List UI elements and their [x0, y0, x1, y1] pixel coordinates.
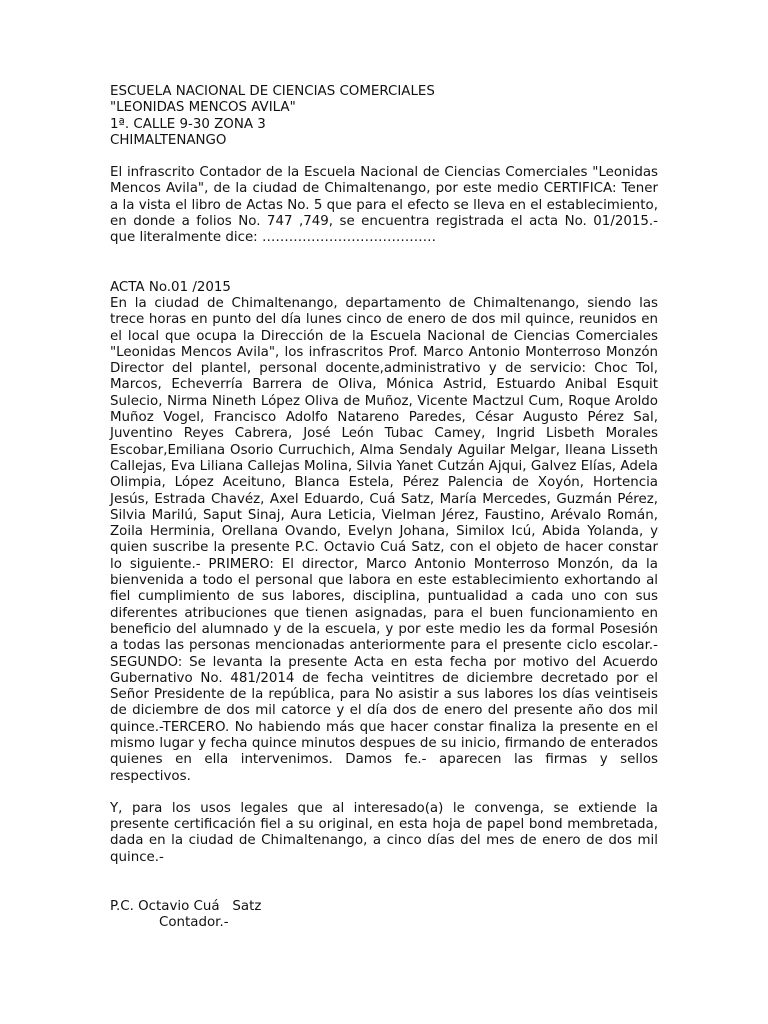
- closing-paragraph: Y, para los usos legales que al interesado(a) le convenga, se extiende la presente certificación fiel a su original, en esta hoja de papel bond membretada, dada en la ciudad de Chimaltenango, a cinco días del mes de enero de dos mil quince.-: [110, 800, 658, 865]
- acta-body: En la ciudad de Chimaltenango, departamento de Chimaltenango, siendo las trece horas en punto del día lunes cinco de enero de dos mil quince, reunidos en el local que ocupa la Dirección de la Escuela Nacional de Ciencias Comerciales "Leonidas Mencos Avila", los infrascritos Prof. Marco Antonio Monterroso Monzón Director del plantel, personal docente,administrativo y de servicio: Choc Tol, Marcos, Echeverría Barrera de Oliva, Mónica Astrid, Estuardo Anibal Esquit Sulecio, Nirma Nineth López Oliva de Muñoz, Vicente Mactzul Cum, Roque Aroldo Muñoz Vogel, Francisco Adolfo Natareno Paredes, César Augusto Pérez Sal, Juventino Reyes Cabrera, José León Tubac Camey, Ingrid Lisbeth Morales Escobar,Emiliana Osorio Curruchich, Alma Sendaly Aguilar Melgar, Ileana Lisseth Callejas, Eva Liliana Callejas Molina, Silvia Yanet Cutzán Ajqui, Galvez Elías, Adela Olimpia, López Aceituno, Blanca Estela, Pérez Palencia de Xoyón, Hortencia Jesús, Estrada Chavéz, Axel Eduardo, Cuá Satz, María Mercedes, Guzmán Pérez, Silvia Marilú, Saput Sinaj, Aura Leticia, Vielman Jérez, Faustino, Arévalo Román, Zoila Herminia, Orellana Ovando, Evelyn Johana, Similox Icú, Abida Yolanda, y quien suscribe la presente P.C. Octavio Cuá Satz, con el objeto de hacer constar lo siguiente.- PRIMERO: El director, Marco Antonio Monterroso Monzón, da la bienvenida a todo el personal que labora en este establecimiento exhortando al fiel cumplimiento de sus labores, disciplina, puntualidad a cada uno con sus diferentes atribuciones que tienen asignadas, para el buen funcionamiento en beneficio del alumnado y de la escuela, y por este medio les da formal Posesión a todas las personas mencionadas anteriormente para el presente ciclo escolar.-SEGUNDO: Se levanta la presente Acta en esta fecha por motivo del Acuerdo Gubernativo No. 481/2014 de fecha veintitres de diciembre decretado por el Señor Presidente de la república, para No asistir a sus labores los días veintiseis de diciembre de dos mil catorce y el día dos de enero del presente año dos mil quince.-TERCERO. No habiendo más que hacer constar finaliza la presente en el mismo lugar y fecha quince minutos despues de su inicio, firmando de enterados quienes en ella intervenimos. Damos fe.- aparecen las firmas y sellos respectivos.: [110, 295, 658, 784]
- spacer: [110, 866, 658, 899]
- school-address: 1ª. CALLE 9-30 ZONA 3: [110, 116, 266, 132]
- acta-title: ACTA No.01 /2015: [110, 279, 231, 295]
- spacer: [110, 149, 658, 165]
- spacer: [110, 785, 658, 801]
- school-name: ESCUELA NACIONAL DE CIENCIAS COMERCIALES: [110, 84, 435, 99]
- signatory-role: Contador.-: [159, 915, 229, 931]
- document-page: [110, 84, 658, 932]
- letterhead: [110, 84, 658, 149]
- signature-block: [110, 899, 658, 932]
- signatory-name: P.C. Octavio Cuá Satz: [110, 899, 262, 915]
- school-subtitle: "LEONIDAS MENCOS AVILA": [110, 100, 296, 116]
- spacer: [110, 247, 658, 280]
- school-city: CHIMALTENANGO: [110, 132, 227, 148]
- certification-paragraph: El infrascrito Contador de la Escuela Nacional de Ciencias Comerciales "Leonidas Mencos Avila", de la ciudad de Chimaltenango, por este medio CERTIFICA: Tener a la vista el libro de Actas No. 5 que para el efecto se lleva en el establecimiento, en donde a folios No. 747 ,749, se encuentra registrada el acta No. 01/2015.- que literalmente dice: …………………………………: [110, 165, 658, 246]
